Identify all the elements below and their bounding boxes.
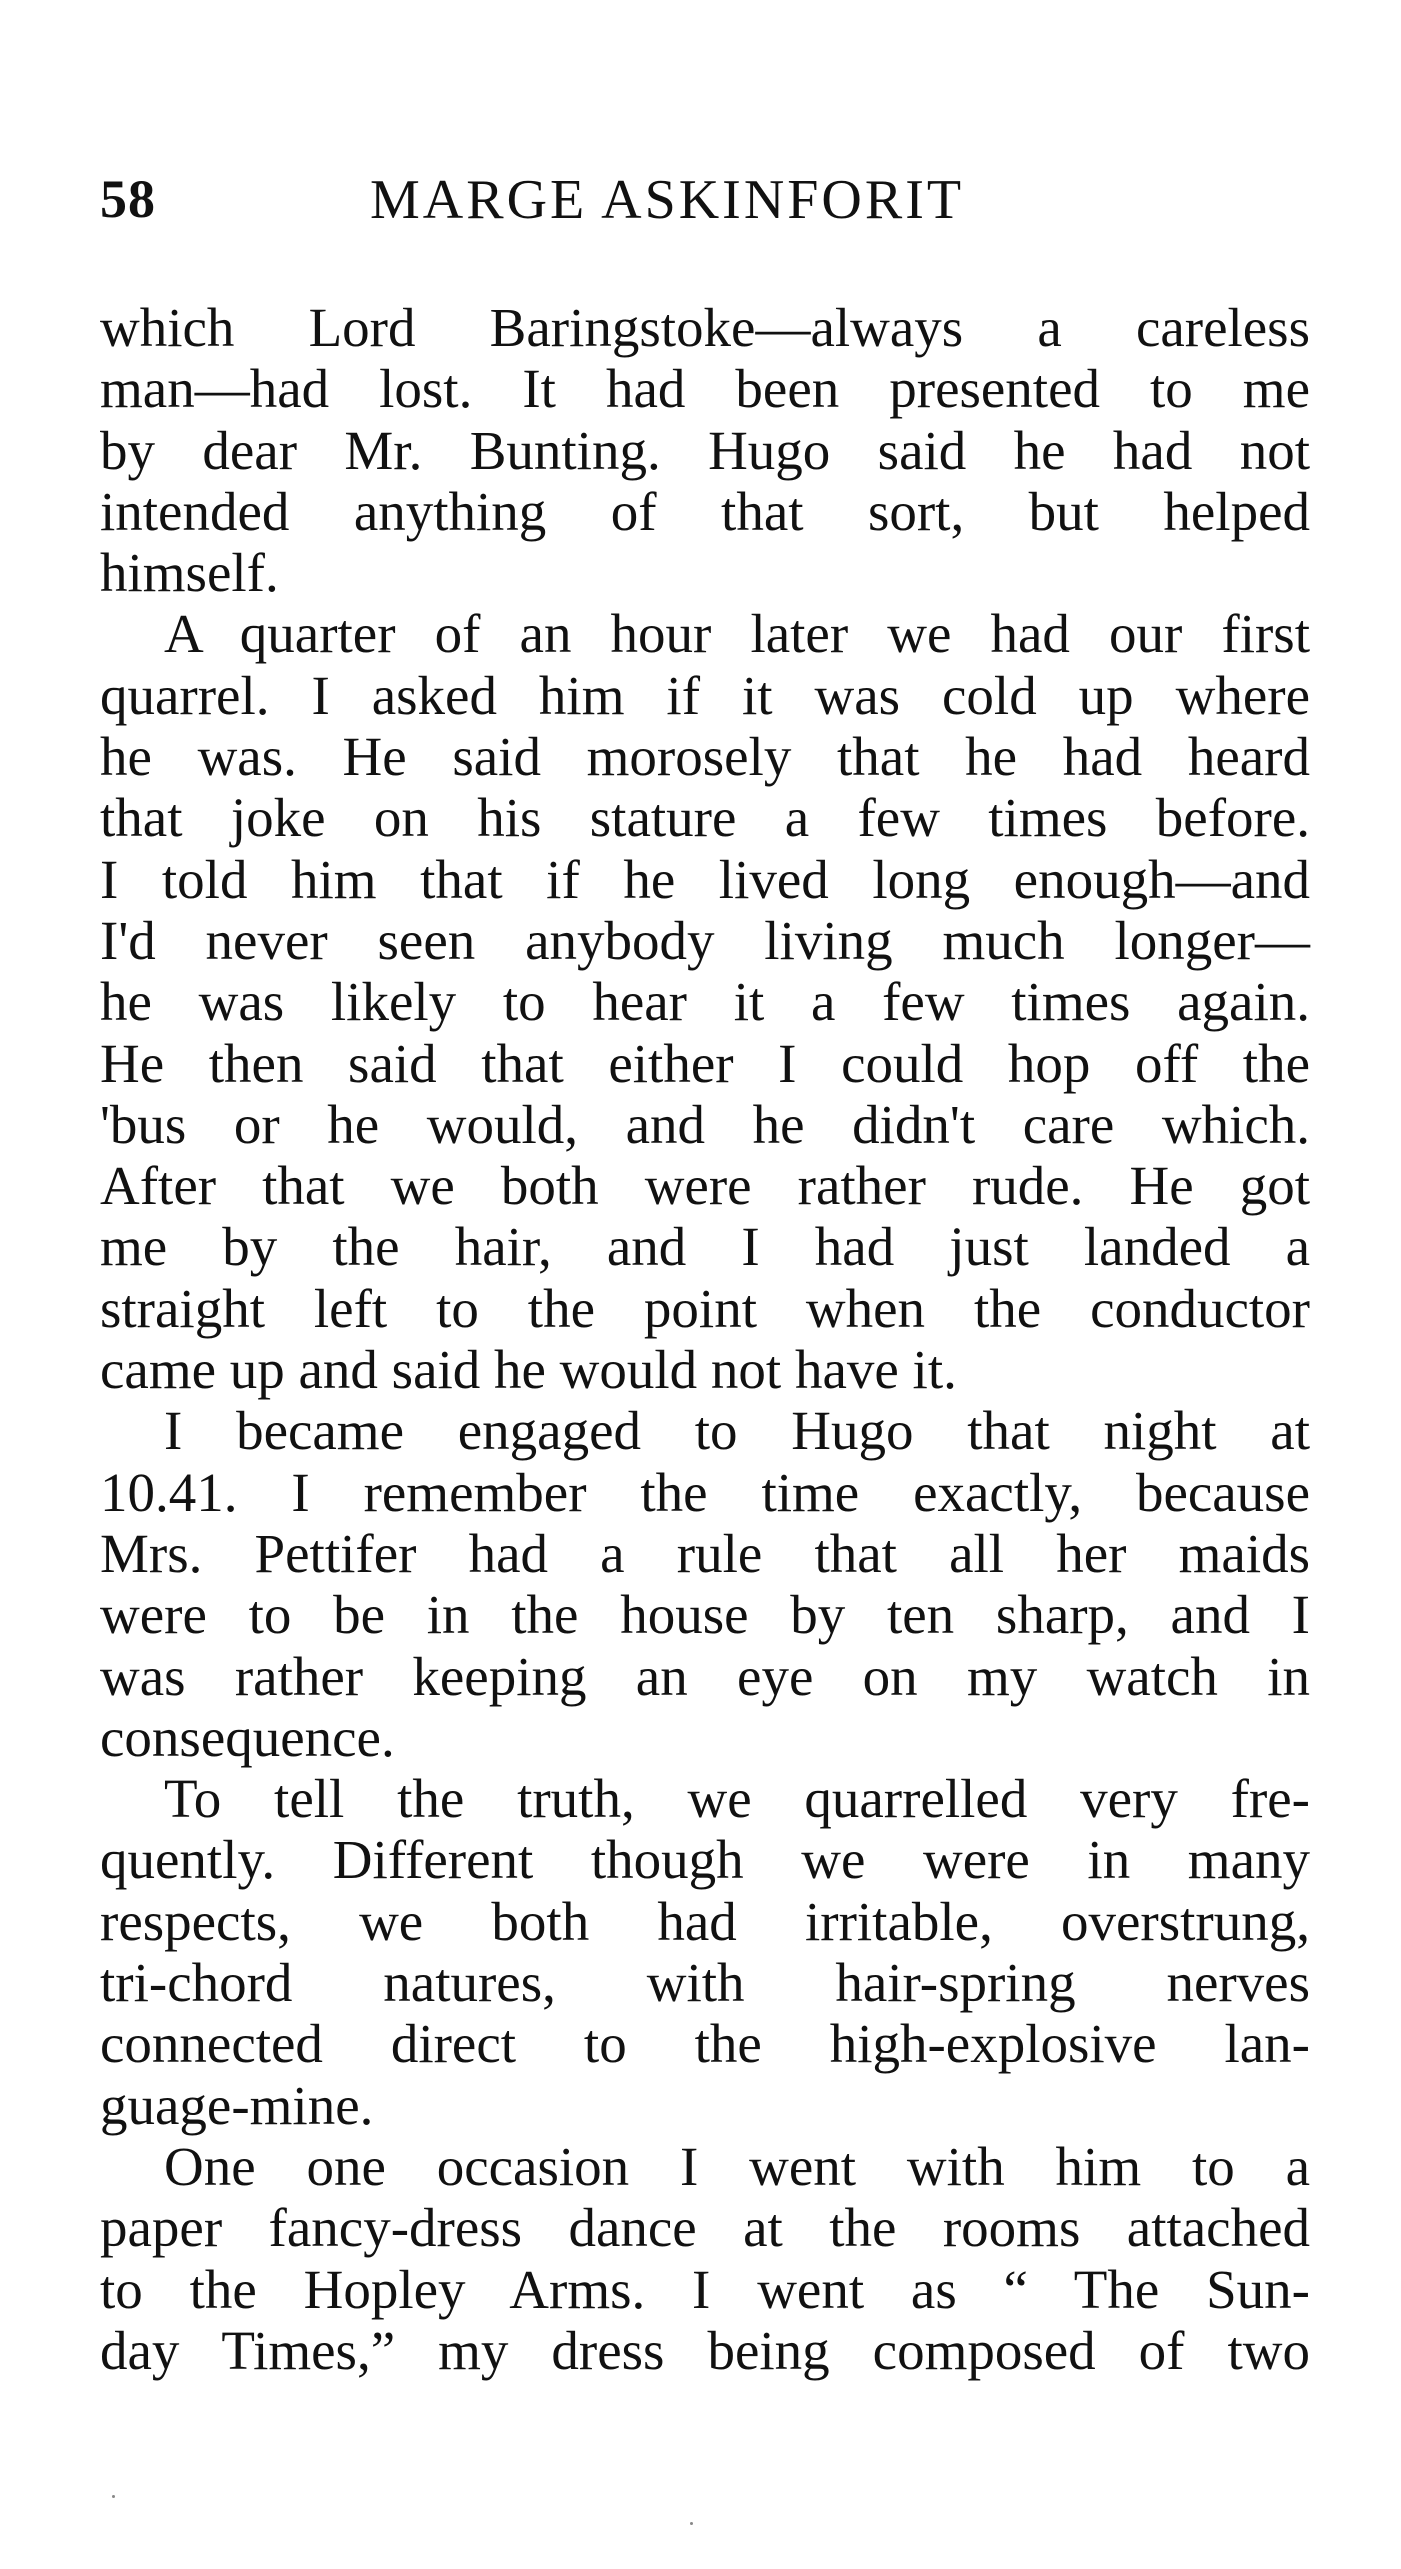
text-line: He then said that either I could hop off the: [100, 1032, 1310, 1094]
paragraph-first-line: I became engaged to Hugo that night at: [164, 1400, 1310, 1462]
running-head: [100, 168, 1310, 238]
text-line: day Times,” my dress being composed of two: [100, 2319, 1310, 2381]
text-line: himself.: [100, 542, 279, 604]
text-line: I told him that if he lived long enough—and: [100, 848, 1310, 910]
text-line: respects, we both had irritable, overstrung,: [100, 1890, 1310, 1952]
text-line: came up and said he would not have it.: [100, 1339, 957, 1401]
paragraph-first-line: One one occasion I went with him to a: [164, 2135, 1310, 2197]
text-line: I'd never seen anybody living much longer—: [100, 909, 1310, 971]
text-line: consequence.: [100, 1706, 395, 1768]
paper-speck: [690, 2522, 693, 2525]
text-line: which Lord Baringstoke—always a careless: [100, 297, 1310, 358]
text-line: by dear Mr. Bunting. Hugo said he had not: [100, 419, 1310, 481]
text-line: were to be in the house by ten sharp, and I: [100, 1584, 1310, 1646]
text-line: After that we both were rather rude. He got: [100, 1155, 1310, 1217]
text-line: 'bus or he would, and he didn't care which.: [100, 1093, 1310, 1155]
text-line: man—had lost. It had been presented to me: [100, 358, 1310, 420]
text-line: guage-mine.: [100, 2074, 374, 2136]
text-line: straight left to the point when the conductor: [100, 1277, 1310, 1339]
running-title: MARGE ASKINFORIT: [370, 169, 965, 231]
text-line: quarrel. I asked him if it was cold up where: [100, 664, 1310, 726]
text-line: was rather keeping an eye on my watch in: [100, 1645, 1310, 1707]
text-line: connected direct to the high-explosive lan-: [100, 2013, 1310, 2075]
text-line: he was. He said morosely that he had heard: [100, 726, 1310, 788]
text-line: me by the hair, and I had just landed a: [100, 1216, 1310, 1278]
text-line: to the Hopley Arms. I went as “ The Sun-: [100, 2258, 1310, 2320]
text-line: quently. Different though we were in many: [100, 1829, 1310, 1891]
text-line: tri-chord natures, with hair-spring nerves: [100, 1952, 1310, 2014]
text-line: that joke on his stature a few times before.: [100, 787, 1310, 849]
page-number: 58: [100, 169, 156, 229]
text-line: paper fancy-dress dance at the rooms attached: [100, 2197, 1310, 2259]
paper-speck: [112, 2495, 115, 2498]
body-text: [100, 297, 1310, 2381]
text-line: he was likely to hear it a few times again.: [100, 971, 1310, 1033]
text-line: 10.41. I remember the time exactly, because: [100, 1461, 1310, 1523]
paragraph-first-line: To tell the truth, we quarrelled very fre-: [164, 1768, 1310, 1830]
text-line: Mrs. Pettifer had a rule that all her maids: [100, 1522, 1310, 1584]
paragraph-first-line: A quarter of an hour later we had our first: [164, 603, 1310, 665]
text-line: intended anything of that sort, but helped: [100, 480, 1310, 542]
